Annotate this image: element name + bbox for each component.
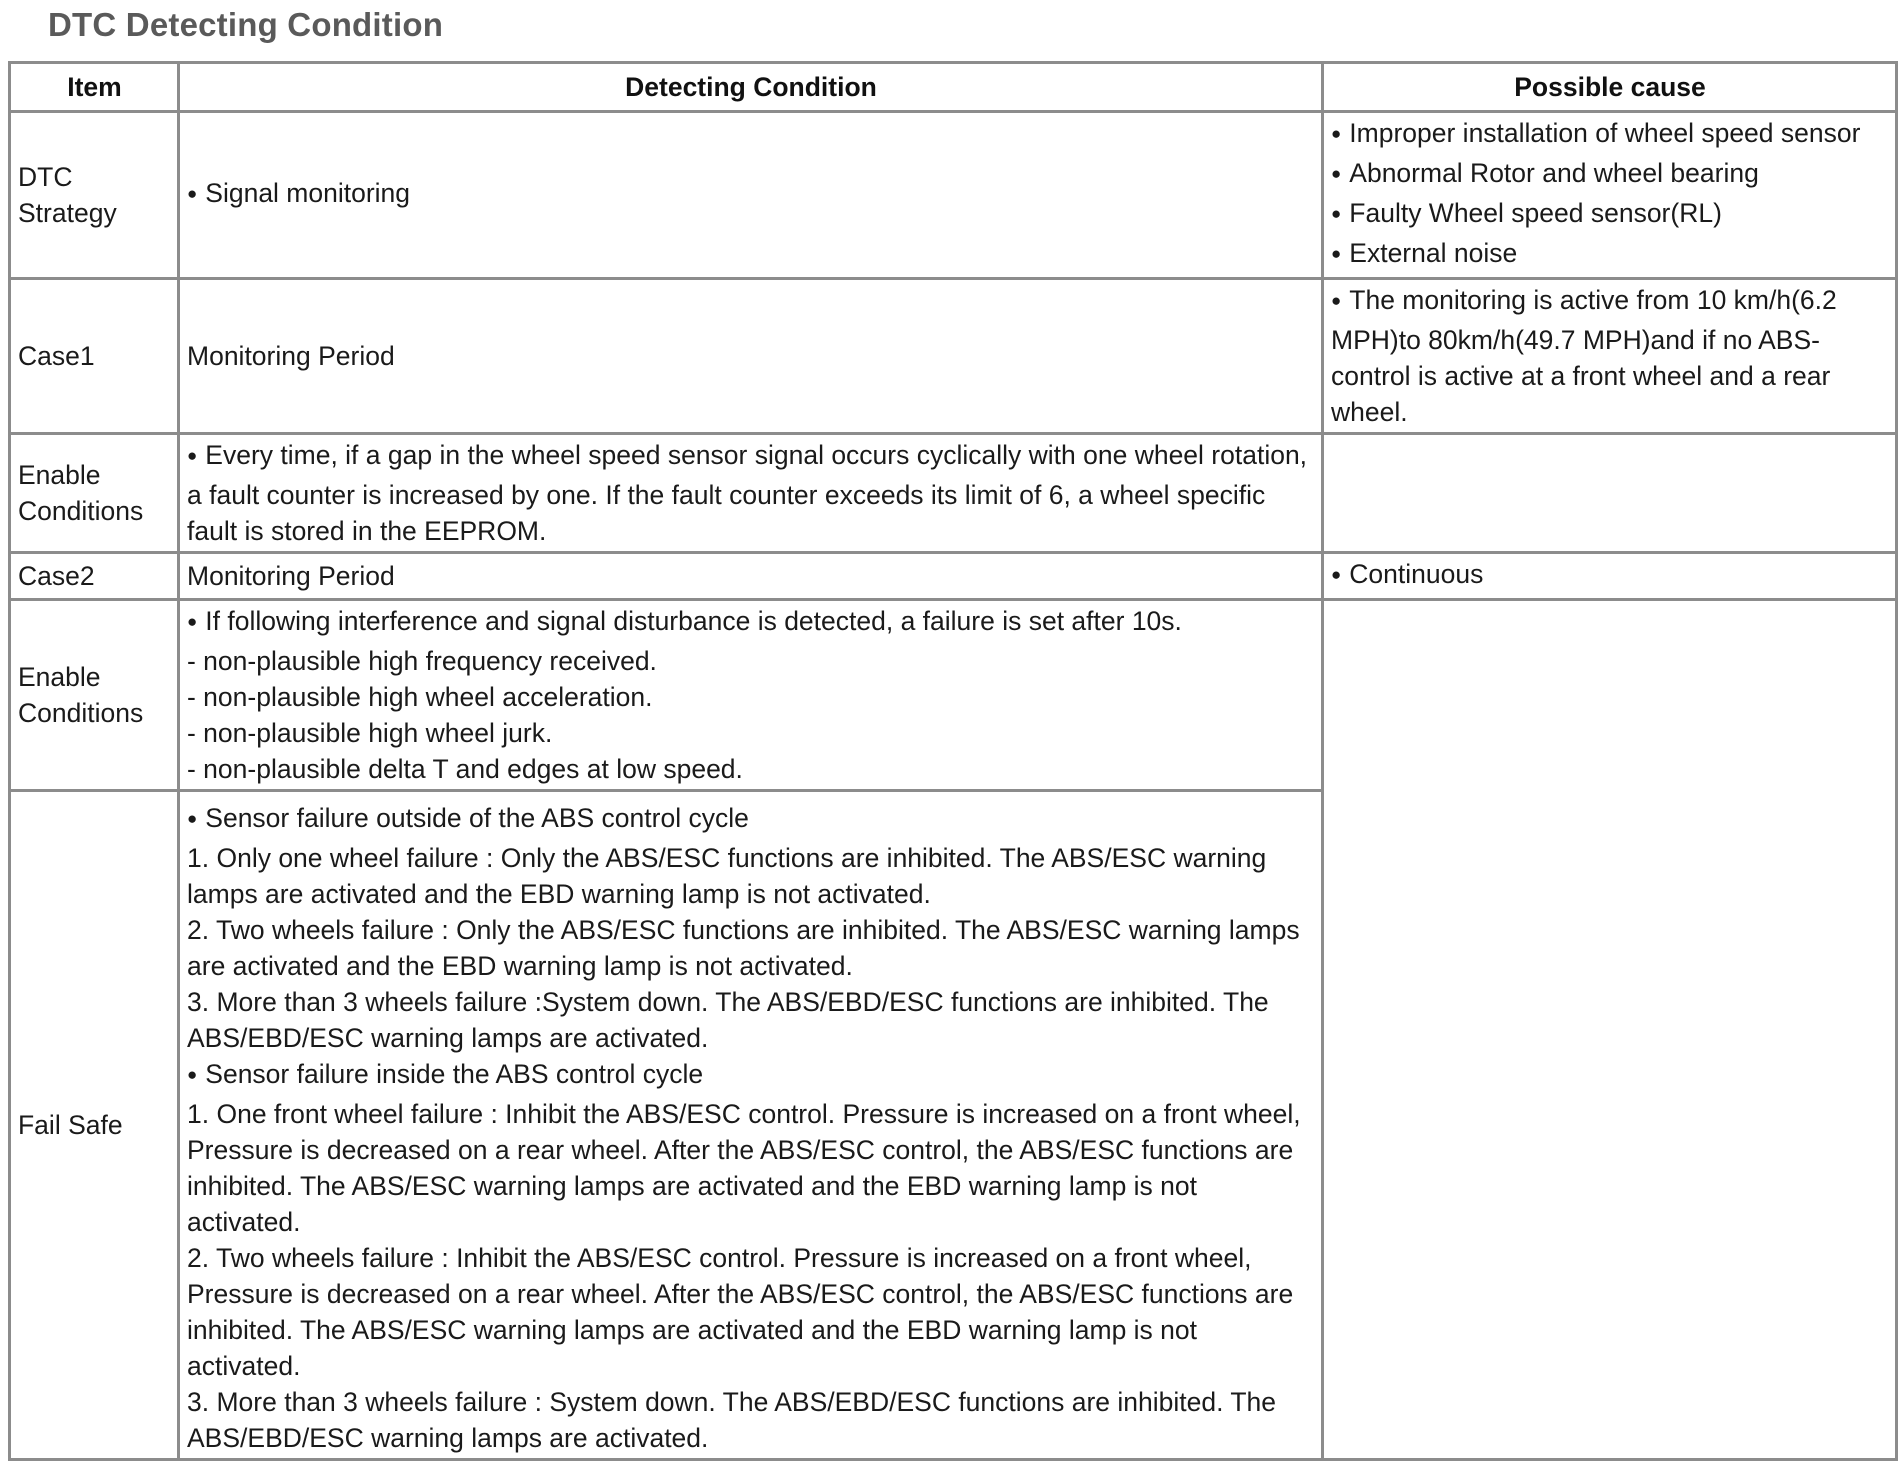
condition-line: - non-plausible high wheel acceleration.	[187, 682, 653, 712]
cause-cell	[1323, 279, 1897, 434]
condition-line: - non-plausible high frequency received.	[187, 646, 657, 676]
cause-item: ● Improper installation of wheel speed sensor	[1331, 115, 1889, 155]
table-row-enable-conditions-2	[10, 600, 1897, 791]
item-label: DTC Strategy	[18, 162, 117, 228]
cause-text: ● Continuous	[1331, 559, 1483, 589]
header-detecting-condition: Detecting Condition	[179, 63, 1323, 112]
failsafe-outside-item: 3. More than 3 wheels failure :System down. The ABS/EBD/ESC functions are inhibited. The ABS/EBD/ESC warning lamps are activated.	[187, 987, 1269, 1053]
condition-lead: ● If following interference and signal disturbance is detected, a failure is set after 10s.	[187, 603, 1315, 643]
item-cell	[10, 434, 179, 553]
dtc-table	[8, 61, 1898, 1461]
cause-cell	[1323, 553, 1897, 600]
condition-text: ● Every time, if a gap in the wheel speed sensor signal occurs cyclically with one wheel rotation, a fault counter is increased by one. If the fault counter exceeds its limit of 6, a wheel specific fault is stored in the EEPROM.	[187, 440, 1307, 546]
table-row-case2	[10, 553, 1897, 600]
condition-cell	[179, 791, 1323, 1460]
page-title: DTC Detecting Condition	[48, 6, 444, 43]
failsafe-inside-item: 2. Two wheels failure : Inhibit the ABS/ESC control. Pressure is increased on a front wheel, Pressure is decreased on a rear wheel. After the ABS/ESC control, the ABS/ESC functions are inhibited. The ABS/ESC warning lamps are activated and the EBD warning lamp is not activated.	[187, 1243, 1294, 1381]
condition-cell	[179, 600, 1323, 791]
item-label: Enable Conditions	[18, 662, 144, 728]
condition-text: ● Signal monitoring	[187, 178, 410, 208]
header-item: Item	[10, 63, 179, 112]
cause-cell-empty	[1323, 600, 1897, 1460]
failsafe-outside-heading: ● Sensor failure outside of the ABS control cycle	[187, 800, 1315, 840]
cause-item: ● Faulty Wheel speed sensor(RL)	[1331, 195, 1889, 235]
table-row-case1	[10, 279, 1897, 434]
item-cell	[10, 600, 179, 791]
failsafe-inside-item: 1. One front wheel failure : Inhibit the ABS/ESC control. Pressure is increased on a front wheel, Pressure is decreased on a rear wheel. After the ABS/ESC control, the ABS/ESC functions are inhibited. The ABS/ESC warning lamps are activated and the EBD warning lamp is not activated.	[187, 1099, 1301, 1237]
failsafe-inside-item: 3. More than 3 wheels failure : System down. The ABS/EBD/ESC functions are inhibited. The ABS/EBD/ESC warning lamps are activated.	[187, 1387, 1277, 1453]
cause-cell-empty	[1323, 434, 1897, 553]
table-row-dtc-strategy	[10, 112, 1897, 279]
cause-item: ● Abnormal Rotor and wheel bearing	[1331, 155, 1889, 195]
header-possible-cause: Possible cause	[1323, 63, 1897, 112]
condition-line: - non-plausible delta T and edges at low speed.	[187, 754, 743, 784]
cause-item: ● External noise	[1331, 235, 1889, 275]
condition-cell	[179, 112, 1323, 279]
condition-cell: Monitoring Period	[179, 279, 1323, 434]
condition-cell: Monitoring Period	[179, 553, 1323, 600]
cause-cell	[1323, 112, 1897, 279]
item-cell: Case2	[10, 553, 179, 600]
table-row-enable-conditions-1	[10, 434, 1897, 553]
item-cell	[10, 112, 179, 279]
table-header-row	[10, 63, 1897, 112]
cause-text: ● The monitoring is active from 10 km/h(6.2 MPH)to 80km/h(49.7 MPH)and if no ABS-control is active at a front wheel and a rear wheel.	[1331, 285, 1837, 427]
item-label: Enable Conditions	[18, 460, 144, 526]
item-cell: Fail Safe	[10, 791, 179, 1460]
condition-cell	[179, 434, 1323, 553]
item-cell: Case1	[10, 279, 179, 434]
failsafe-outside-item: 1. Only one wheel failure : Only the ABS/ESC functions are inhibited. The ABS/ESC warning lamps are activated and the EBD warning lamp is not activated.	[187, 843, 1267, 909]
failsafe-outside-item: 2. Two wheels failure : Only the ABS/ESC functions are inhibited. The ABS/ESC warning lamps are activated and the EBD warning lamp is not activated.	[187, 915, 1300, 981]
condition-line: - non-plausible high wheel jurk.	[187, 718, 553, 748]
failsafe-inside-heading: ● Sensor failure inside the ABS control cycle	[187, 1056, 1315, 1096]
